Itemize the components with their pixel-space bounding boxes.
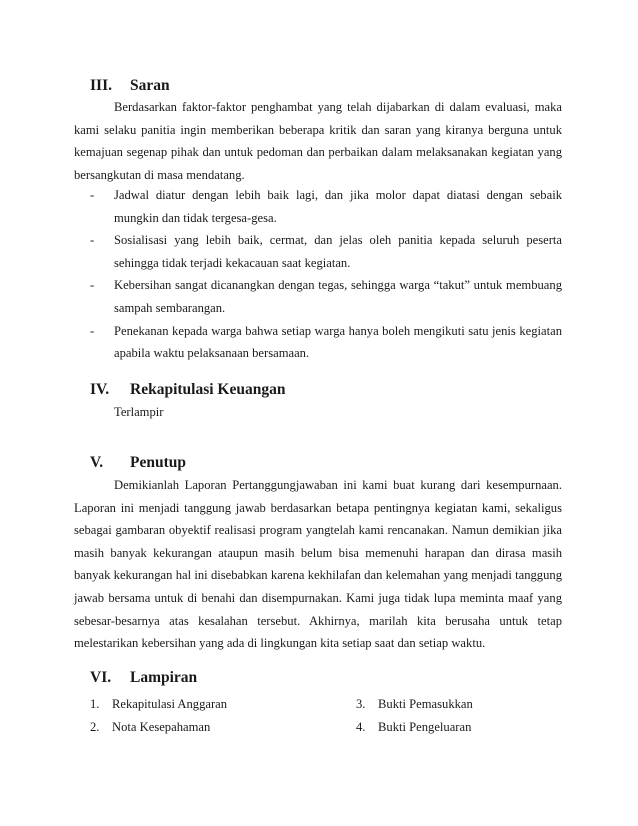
saran-list [90,184,562,365]
penutup-paragraph: Demikianlah Laporan Pertanggungjawaban ini kami buat kurang dari kesempurnaan. Laporan ini menjadi tanggung jawab berdasarkan betapa pentingnya kegiatan kami, sekaligus sebagai gambaran obyektif realisasi program yangtelah kami rencanakan. Namun demikian jika masih banyak kekurangan ataupun masih belum bisa memenuhi harapan dan dirasa masih banyak kekurangan hal ini disebabkan karena kekhilafan dan kelemahan yang menjadi tanggung jawab bersama untuk di benahi dan disempurnakan. Kami juga tidak lupa meminta maaf yang sebesar-besarnya atas kesalahan tersebut. Akhirnya, marilah kita berusaha untuk tetap melestarikan kebersihan yang ada di lingkungan kita setiap saat dan setiap waktu. [74,478,562,651]
list-item-text: Jadwal diatur dengan lebih baik lagi, dan jika molor dapat diatasi dengan sebaik mungkin dan tidak tergesa-gesa. [114,188,562,225]
section-title: Saran [130,77,170,94]
bullet-dash: - [90,323,95,338]
list-item [90,184,562,229]
list-item [90,320,562,365]
attachment-item [90,716,210,739]
section-title: Lampiran [130,669,198,686]
list-item-text: Kebersihan sangat dicanangkan dengan tegas, sehingga warga “takut” untuk membuang sampah sembarangan. [114,278,562,315]
attachment-number: 2. [90,720,100,734]
list-item [90,274,562,319]
section-number: V. [90,454,104,471]
section-number: IV. [90,381,110,398]
section-number: III. [90,77,112,94]
attachment-label: Rekapitulasi Anggaran [112,697,228,711]
attachment-item [356,693,473,716]
attachment-label: Bukti Pengeluaran [378,720,472,734]
rekapitulasi-text: Terlampir [114,405,164,419]
attachment-item [90,693,227,716]
attachment-label: Nota Kesepahaman [112,720,211,734]
attachment-number: 4. [356,720,366,734]
attachment-number: 3. [356,697,366,711]
attachment-item [356,716,471,739]
attachment-number: 1. [90,697,100,711]
section-number: VI. [90,669,112,686]
list-item-text: Sosialisasi yang lebih baik, cermat, dan jelas oleh panitia kepada seluruh peserta sehingga tidak terjadi kekacauan saat kegiatan. [114,233,562,270]
bullet-dash: - [90,278,95,293]
attachment-label: Bukti Pemasukkan [378,697,473,711]
list-item-text: Penekanan kepada warga bahwa setiap warga hanya boleh mengikuti satu jenis kegiatan apabila waktu pelaksanaan bersamaan. [114,323,562,361]
section-title: Rekapitulasi Keuangan [130,381,286,398]
list-item [90,229,562,274]
bullet-dash: - [90,188,95,202]
section-title: Penutup [130,454,186,471]
bullet-dash: - [90,233,95,248]
saran-intro-paragraph: Berdasarkan faktor-faktor penghambat yang telah dijabarkan di dalam evaluasi, maka kami selaku panitia ingin memberikan beberapa kritik dan saran yang kiranya berguna untuk kemajuan segenap pihak dan untuk pedoman dan perbaikan dalam melaksanakan kegiatan yang bersangkutan di masa mendatang. [74,100,562,182]
